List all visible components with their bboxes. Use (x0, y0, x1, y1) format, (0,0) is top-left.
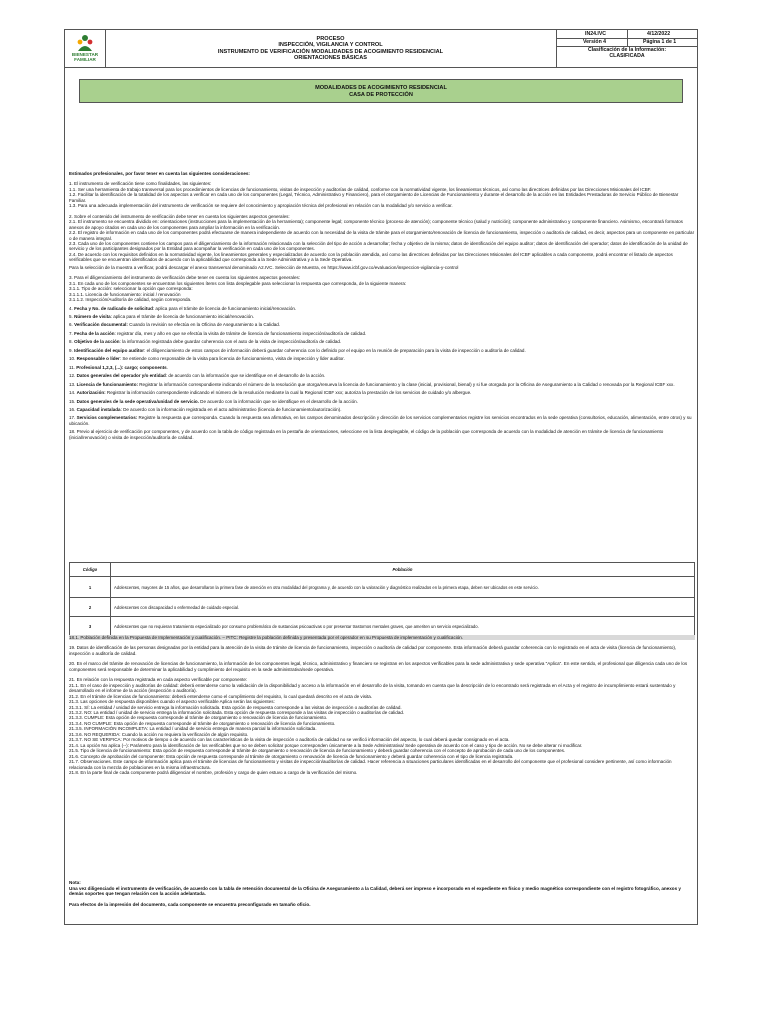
para-21-3-5: 21.3.5. INFORMACIÓN INCOMPLETA: La entidad / unidad de servicio entrega de manera parcial la información solicitada. (69, 726, 317, 732)
para-1-3: 1.3. Para una adecuada implementación del instrumento de verificación se requiere del conocimiento y apropiación técnica del profesional en relación con la modalidad y/o servicio a verificar. (69, 203, 453, 209)
item-term: Responsable o líder (76, 356, 120, 362)
para-2-4: 2.4. De acuerdo con los requisitos definidos en la normatividad vigente, los lineamientos generales y especializados de acuerdo con la población atendida, así como las directrices definidas por las Direcciones Misionales del ICBF aplicables a cada componente, podrá encontrar el listado de aspectos verificables que se encuentran identificados de acuerdo con la aplicabilidad que corresponda a la Sede Administrativa y a la Sede Operativa. (69, 251, 673, 263)
item-number: 7. (69, 330, 73, 336)
logo-text: BIENESTAR FAMILIAR (71, 52, 99, 62)
item-number: 17. (69, 415, 76, 421)
verification-text (69, 635, 695, 775)
para-3: 3. Para el diligenciamiento del instrumento de verificación debe tener en cuenta los siguientes aspectos generales: (69, 275, 301, 281)
para-21: 21. En relación con la respuesta registrada en cada aspecto verificable por componente: (69, 677, 248, 683)
code-cell: 3 (70, 617, 111, 636)
item-term: Objetivo de la acción (74, 339, 120, 345)
item-text: : de acuerdo con la información que se identifique en el desarrollo de la acción. (165, 373, 326, 379)
population-cell: Adolescentes que no requieran tratamiento especializado por consumo problemático de sustancias psicoactivas o por presentar trastornos mentales graves, que ameriten un servicio especializado. (111, 617, 695, 636)
document-date: 4/12/2022 (647, 31, 671, 37)
code-cell: 1 (70, 577, 111, 598)
item-term: Datos generales del operador y/o entidad (76, 373, 166, 379)
item-text: : el diligenciamiento de estos campos de información deberá guardar coherencia con lo definido por el equipo en la reunión de preparación para la visita de inspección o auditoría de calidad. (144, 347, 526, 353)
icbf-logo-icon (75, 33, 95, 53)
document-page (64, 29, 698, 925)
note-paragraph-1: Una vez diligenciado el instrumento de verificación, de acuerdo con la tabla de retención documental de la Oficina de Aseguramiento a la Calidad, deberá ser impreso e incorporado en el expediente en físico y medio magnético correspondiente con el registro fotográfico, anexos y demás soportes que tengan relación con la acción adelantada. (69, 885, 681, 897)
modality-subtitle: CASA DE PROTECCIÓN (349, 91, 413, 98)
para-1: 1. El instrumento de verificación tiene como finalidades, las siguientes: (69, 181, 212, 187)
para-21-3: 21.3. Las opciones de respuesta disponibles cuando el aspecto verificable Aplica serán las siguientes: (69, 699, 275, 705)
item-text: . (166, 364, 168, 370)
item-text: De acuerdo con la información que se identifique en el desarrollo de la acción. (198, 398, 358, 404)
title-line-3: INSTRUMENTO DE VERIFICACIÓN MODALIDADES DE ACOGIMIENTO RESIDENCIAL (217, 48, 444, 55)
item-number: 11. (69, 364, 75, 370)
table-row (70, 577, 695, 598)
orientations-text (69, 171, 695, 440)
item-number: 15. (69, 398, 76, 404)
para-21-3-4: 21.3.4. NO CUMPLE: Esta opción de respuesta corresponde al trámite de otorgamiento o renovación de licencia de funcionamiento. (69, 720, 336, 726)
para-2-3: 2.3. Cada uno de los componentes contiene los campos para el diligenciamiento de la información relacionada con la selección del tipo de acción a desarrollar; fecha y objetivo de la misma; datos de identificación del equipo auditor; datos de identificación del operador; datos de identificación de la unidad de servicio y de los participantes designados por la Entidad para acompañar la verificación en cada uno de los componentes. (69, 240, 688, 252)
numbered-items (69, 303, 695, 441)
para-3-1-1: 3.1.1. Tipo de acción: seleccionar la opción que corresponda: (69, 286, 193, 292)
para-20: 20. En el marco del trámite de renovación de licencias de funcionamiento, la información de los componentes legal, técnico, administrativo y financiero se registran en los aspectos verificables para la sede administrativa y sede operativa "Aplica". En este sentido, el profesional que diligencia cada uno de los componentes será responsable de determinar la aplicabilidad y cumplimiento del requisito en la sede administrativa/sede operativa. (69, 661, 688, 672)
item-term: Fecha de la acción (74, 330, 115, 336)
item-term: Identificación del equipo auditor (74, 347, 145, 353)
para-2-2: 2.2. El registro de información en cada uno de los componentes podrá efectuarse de manera independiente de acuerdo con la necesidad de la visita de trámite para el otorgamiento/renovación de licencia de funcionamiento, inspección o auditoría de calidad, es decir, aspectos para un componente en particular o de manera integral. (69, 230, 695, 241)
item-text: Previo al ejercicio de verificación por componentes, y de acuerdo con la tabla de código registrada en la pestaña de orientaciones, seleccione en la lista desplegable, el código de la población que corresponda de acuerdo con la modalidad de atención en trámite de licencia de funcionamiento (inicial/renovación) o visita de inspección/auditoría de calidad. (69, 429, 664, 440)
para-21-5: 21.5. Tipo de licencia de funcionamiento: Esta opción de respuesta corresponde al trámite de otorgamiento o renovación de licencia de funcionamiento y deberá guardar coherencia con el concepto de aprobación de cada uno de los componentes. (69, 748, 566, 754)
document-meta (557, 30, 697, 67)
para-3-1: 3.1. En cada uno de los componentes se encuentran los siguientes ítems con lista desplegable para seleccionar la respuesta que corresponda, de la siguiente manera: (69, 280, 407, 286)
numbered-item (69, 415, 695, 426)
para-2: 2. Sobre el contenido del instrumento de verificación debe tener en cuenta los siguientes aspectos generales: (69, 213, 290, 219)
item-term: Profesional 1,2,3, (...): cargo; components (76, 364, 167, 370)
item-text: : la información registrada debe guardar coherencia con el auto de la visita de inspección/auditoría de calidad. (119, 339, 342, 345)
item-term: Capacidad instalada (76, 406, 121, 412)
para-21-4: 21.4. La opción No aplica (--): Parámetro para la identificación de los verificables que no se deben solicitar porque corresponden únicamente a la Sede Administrativa/ Sede operativa de acuerdo con el caso y tipo de acción. No se debe alterar ni modificar. (69, 742, 583, 748)
para-1-2: 1.2. Facilitar la identificación de la totalidad de los aspectos a verificar en cada uno de los componentes (Legal, Técnico, Administrativo y Financiero), para el otorgamiento de Licencias de Funcionamiento y durante el desarrollo de la acción en las Entidades Prestadoras de Servicio Público de Bienestar Familiar. (69, 192, 679, 203)
para-21-3-1: 21.3.1. SÍ: La entidad / unidad de servicio entrega la información solicitada. Esta opción de respuesta corresponde a las visitas de inspección o auditorías de calidad. (69, 704, 402, 710)
item-number: 13. (69, 381, 76, 387)
title-line-2: INSPECCIÓN, VIGILANCIA Y CONTROL (278, 42, 383, 49)
numbered-item (69, 382, 695, 387)
para-21-7: 21.7. Observaciones. Este campo de información aplica para el trámite de licencias de funcionamiento y visitas de inspección/auditorías de calidad. Hacer referencia a situaciones particulares identificadas en el desarrollo del componente que el profesional considere pertinente, así como información relacionada con la mezcla de poblaciones en la misma infraestructura. (69, 759, 672, 770)
para-21-8: 21.8. En la parte final de cada componente podrá diligenciar el nombre, profesión y cargo de quien estuvo a cargo de la verificación del mismo. (69, 769, 358, 775)
item-number: 10. (69, 356, 76, 362)
classification-label: Clasificación de la Información: (587, 47, 667, 53)
para-21-1: 21.1. En el caso de inspección y auditorías de calidad: deberá entenderse como la validación de la disponibilidad y acceso a la información en el desarrollo de la visita, tomando en cuenta que la descripción de lo encontrado será registrada en el Acta y el registro de incumplimiento estará sustentado y desarrollado en el informe de la acción (inspección o auditoría). (69, 682, 676, 694)
item-text: Registrar la información correspondiente indicando el número de la resolución que otorga/renueva la licencia de funcionamiento y la clase (inicial, provisional, bienal) y si fue otorgada por la Oficina de Aseguramiento a la Calidad o renovada por la Regional ICBF xxx. (138, 381, 675, 387)
item-number: 5. (69, 313, 73, 319)
para-3-1-1-2: 3.1.1.2. Inspección/Auditoría de calidad, según corresponda. (69, 297, 192, 303)
item-text: : aplica para el trámite de licencia de funcionamiento inicial/renovación. (152, 305, 297, 311)
para-3-1-1-1: 3.1.1.1. Licencia de funcionamiento: inicial / renovación (69, 291, 181, 297)
logo-cell (65, 30, 106, 67)
table-row (70, 598, 695, 617)
item-text: Registrar la información correspondiente indicando el número de la resolución mediante la cual la Regional ICBF xxx; autoriza la prestación de los servicios de cuidado y/o albergue. (105, 390, 472, 396)
note-block (69, 880, 695, 907)
item-number: 9. (69, 347, 73, 353)
para-21-3-3: 21.3.3. CUMPLE: Esta opción de respuesta corresponde al trámite de otorgamiento o renovación de licencia de funcionamiento. (69, 715, 328, 721)
item-term: Licencia de funcionamiento: (76, 381, 138, 387)
modality-band (79, 79, 683, 103)
document-page-number: Página 1 de 1 (643, 39, 677, 45)
document-title (105, 30, 557, 67)
meta-row-version (557, 38, 697, 47)
document-version: Versión 4 (583, 39, 607, 45)
note-paragraph-2: Para efectos de la impresión del documento, cada componente se encuentra preconfigurado en tamaño oficio. (69, 901, 311, 907)
intro-heading: Estimados profesionales, por favor tener en cuenta las siguientes consideraciones: (69, 171, 250, 176)
para-19: 19. Datos de identificación de las personas designadas por la entidad para la atención de la visita de trámite de licencia de funcionamiento, inspección o auditoría de calidad por componente. Esta información deberá guardar coherencia con lo registrado en el acta de visita (licencia de funcionamiento), inspección o auditoría de calidad. (69, 645, 677, 656)
table-row (70, 617, 695, 636)
item-number: 12. (69, 373, 76, 379)
para-2-1: 2.1. El instrumento se encuentra dividido en: orientaciones (instrucciones para la implementación de la herramienta); componente legal; componente técnico (proceso de atención); componente técnico (salud y nutrición); componente administrativo y componente financiero. Asimismo, encontrará formatos anexos de apoyo citados en cada uno de los componentes para ampliar la información en la verificación. (69, 219, 683, 230)
title-line-1: PROCESO (316, 36, 345, 42)
note-label: Nota: (69, 880, 81, 885)
item-term: Número de visita (74, 313, 111, 319)
item-number: 18. (69, 429, 76, 435)
item-term: Fecha y No. de radicado de solicitud (74, 305, 153, 311)
item-text: : aplica para el trámite de licencia de funcionamiento inicial/renovación. (110, 313, 255, 319)
title-line-4: ORIENTACIONES BÁSICAS (294, 55, 367, 62)
numbered-item (69, 429, 695, 440)
item-term: Autorización: (76, 390, 106, 396)
para-21-3-7: 21.3.7. NO SE VERIFICA: Por motivos de tiempo o de acuerdo con las características de la visita de inspección o auditoría de calidad no se verificó información del aspecto, lo cual deberá quedar consignado en el acta. (69, 737, 510, 743)
population-cell: Adolescentes, mayores de 15 años, que desarrollaron la primera fase de atención en otra modalidad del programa y, de acuerdo con la valoración y diagnóstico realizados en la primera etapa, deben ser ubicados en este servicio. (111, 577, 695, 598)
para-1-1: 1.1. Ser una herramienta de trabajo transversal para los procedimientos de licencias de funcionamiento, visitas de inspección y auditorías de calidad, conforme con la normatividad vigente, los lineamientos técnicos, así como las directrices definidas por las Direcciones Misionales del ICBF. (69, 186, 652, 192)
classification-value: CLASIFICADA (609, 53, 645, 59)
item-text: Registre la respuesta que corresponda. Cuando la respuesta sea afirmativa, en los campos denominados descripción y dirección de los servicios complementarios registre los servicios encontrados en la sede operativa (consultorios, educación, alimentación, entre otros) y su ubicación. (69, 415, 692, 426)
item-number: 16. (69, 406, 76, 412)
item-text: : Se entiende como responsable de la visita para licencia de funcionamiento, visita de inspección y líder auditor. (119, 356, 345, 362)
item-number: 6. (69, 322, 73, 328)
para-18-1: 18.1. Población definida en la Propuesta de Implementación y cualificación. – PITC: Registre la población definida y presentada por el operador en su Propuesta de implementación y cualificación. (69, 635, 695, 640)
para-2-5: Para la selección de la muestra a verificar, podrá descargar el anexo transversal denominado A2.IVC. Selección de Muestra, en https://www.icbf.gov.co/evaluacion/inspeccion-vigilancia-y-control (69, 264, 459, 270)
classification (557, 47, 697, 59)
item-number: 14. (69, 390, 76, 396)
item-term: Servicios complementarios: (76, 415, 138, 421)
population-header: Población (111, 563, 695, 577)
item-text: Cuando la revisión se efectúa en la Oficina de Aseguramiento a la Calidad. (127, 322, 281, 328)
item-text: : registrar día, mes y año en que se efectúa la visita de trámite de licencia de funcionamiento inspección/auditoría de calidad. (114, 330, 367, 336)
item-number: 8. (69, 339, 73, 345)
para-21-3-2: 21.3.2. NO: La entidad / unidad de servicio entrega la información solicitada. Esta opción de respuesta corresponde a las visitas de inspección o auditorías de calidad. (69, 709, 405, 715)
item-number: 4. (69, 305, 73, 311)
document-header (65, 30, 697, 68)
item-term: Datos generales de la sede operativa/unidad de servicio. (76, 398, 199, 404)
item-text: : De acuerdo con la información registrada en el acto administrativo (licencia de funcionamiento/autorización). (120, 406, 342, 412)
code-cell: 2 (70, 598, 111, 617)
para-21-3-6: 21.3.6. NO REQUERIDA: Cuando la acción no requiera la verificación de algún requisito. (69, 731, 249, 737)
population-cell: Adolescentes con discapacidad o enfermedad de cuidado especial. (111, 598, 695, 617)
modality-title: MODALIDADES DE ACOGIMIENTO RESIDENCIAL (315, 85, 447, 91)
para-21-2: 21.2. En el trámite de licencias de funcionamiento: deberá entenderse como el cumplimiento del requisito, lo cual quedará descrito en el acta de visita. (69, 693, 373, 699)
code-header: Código (70, 563, 111, 577)
population-code-table (69, 562, 695, 636)
item-term: Verificación documental: (74, 322, 128, 328)
document-code: IN24.IVC (585, 31, 607, 37)
para-21-6: 21.6. Concepto de aprobación del componente: Esta opción de respuesta corresponde al trámite de otorgamiento o renovación de licencia de funcionamiento y deberá guardar coherencia con el tipo de licencia registrada. (69, 753, 514, 759)
